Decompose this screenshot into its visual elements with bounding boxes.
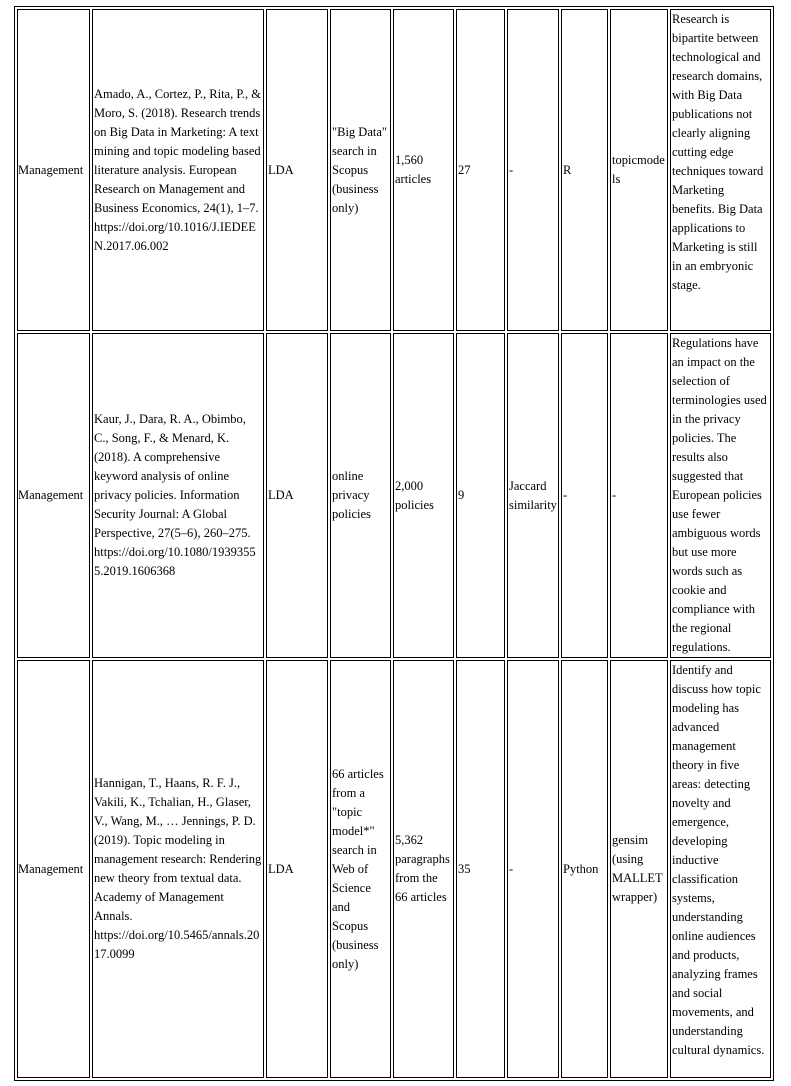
language-cell: - [561, 333, 608, 658]
language-cell: Python [561, 660, 608, 1078]
reference-cell: Amado, A., Cortez, P., Rita, P., & Moro, S. (2018). Research trends on Big Data in Marketing: A text mining and topic modeling based literature analysis. European Research on Management and Business Economics, 24(1), 1–7. https://doi.org/10.1016/J.IEDEE N.2017.06.002 [92, 9, 264, 331]
method-cell: LDA [266, 9, 328, 331]
tool-cell: topicmodels [610, 9, 668, 331]
domain-cell: Management [17, 660, 90, 1078]
tool-cell: - [610, 333, 668, 658]
domain-cell: Management [17, 9, 90, 331]
table-row [17, 333, 771, 658]
source-cell: online privacy policies [330, 333, 391, 658]
similarity-cell: Jaccard similarity [507, 333, 559, 658]
summary-cell: Identify and discuss how topic modeling has advanced management theory in five areas: detecting novelty and emergence, developing inductive classification systems, understanding online audiences and products, analyzing frames and social movements, and understanding cultural dynamics. [670, 660, 771, 1078]
source-cell: "Big Data" search in Scopus (business only) [330, 9, 391, 331]
domain-cell: Management [17, 333, 90, 658]
table-row [17, 660, 771, 1078]
similarity-cell: - [507, 660, 559, 1078]
topics-cell: 27 [456, 9, 505, 331]
corpus-cell: 2,000 policies [393, 333, 454, 658]
source-cell: 66 articles from a "topic model*" search in Web of Science and Scopus (business only) [330, 660, 391, 1078]
corpus-cell: 1,560 articles [393, 9, 454, 331]
summary-cell: Regulations have an impact on the selection of terminologies used in the privacy policies. The results also suggested that European policies use fewer ambiguous words but use more words such as cookie and compliance with the regional regulations. [670, 333, 771, 658]
reference-cell: Kaur, J., Dara, R. A., Obimbo, C., Song, F., & Menard, K. (2018). A comprehensive keyword analysis of online privacy policies. Information Security Journal: A Global Perspective, 27(5–6), 260–275. https://doi.org/10.1080/1939355 5.2019.1606368 [92, 333, 264, 658]
method-cell: LDA [266, 660, 328, 1078]
method-cell: LDA [266, 333, 328, 658]
reference-cell: Hannigan, T., Haans, R. F. J., Vakili, K., Tchalian, H., Glaser, V., Wang, M., … Jennings, P. D. (2019). Topic modeling in management research: Rendering new theory from textual data. Academy of Management Annals. https://doi.org/10.5465/annals.2017.0099 [92, 660, 264, 1078]
tool-cell: gensim (using MALLET wrapper) [610, 660, 668, 1078]
summary-cell: Research is bipartite between technological and research domains, with Big Data publications not clearly aligning cutting edge techniques toward Marketing benefits. Big Data applications to Marketing is still in an embryonic stage. [670, 9, 771, 331]
table-row [17, 9, 771, 331]
similarity-cell: - [507, 9, 559, 331]
corpus-cell: 5,362 paragraphs from the 66 articles [393, 660, 454, 1078]
topics-cell: 9 [456, 333, 505, 658]
topics-cell: 35 [456, 660, 505, 1078]
literature-table [14, 6, 774, 1081]
language-cell: R [561, 9, 608, 331]
